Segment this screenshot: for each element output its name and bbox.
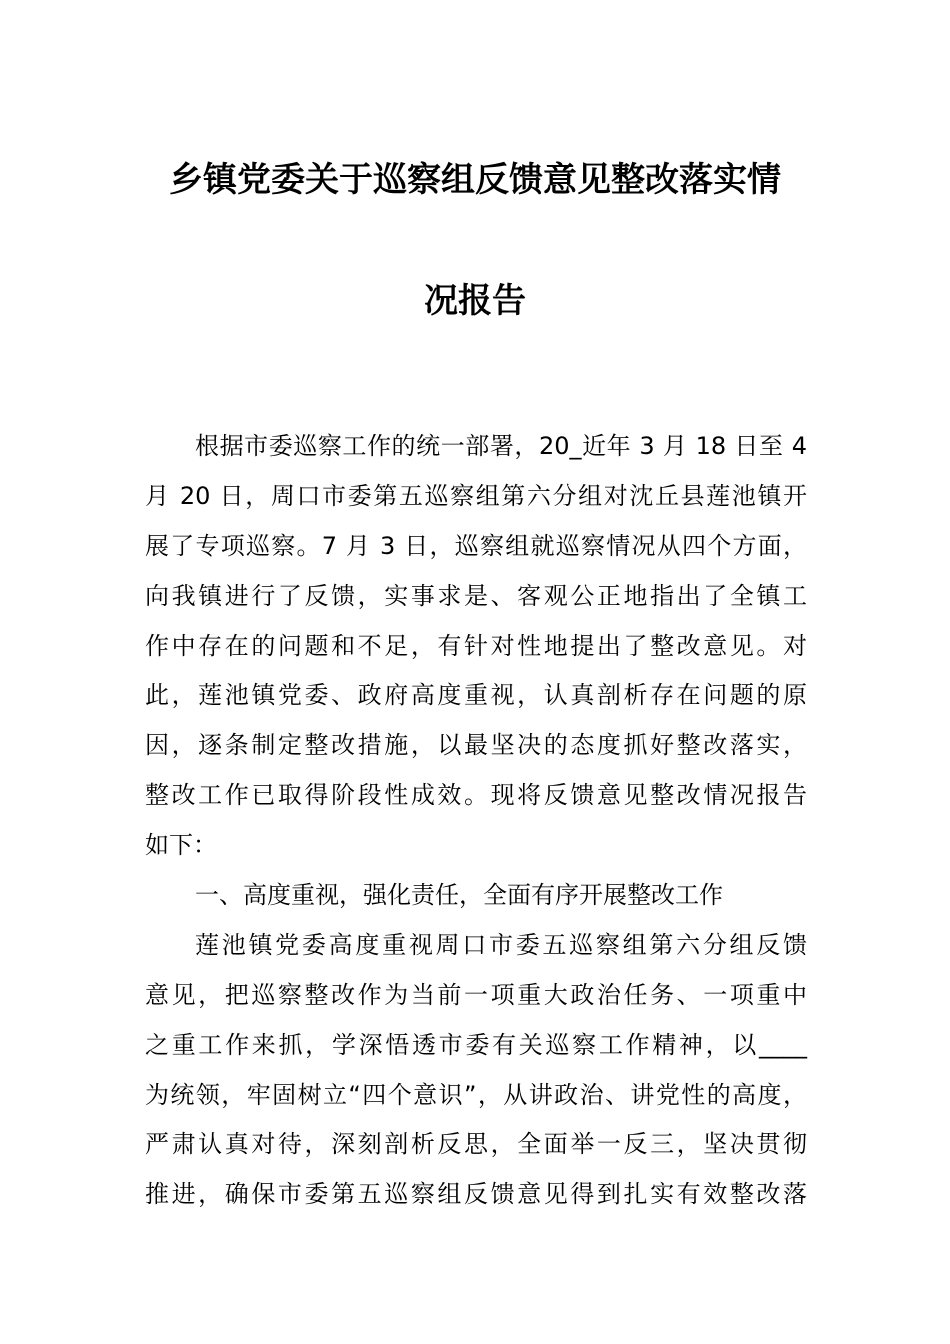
body-line: 如下：	[145, 831, 217, 860]
body-line: 作中存在的问题和不足，有针对性地提出了整改意见。对	[145, 631, 807, 660]
body-line: 向我镇进行了反馈，实事求是、客观公正地指出了全镇工	[145, 581, 807, 610]
body-line: 此，莲池镇党委、政府高度重视，认真剖析存在问题的原	[145, 681, 807, 710]
body-line: 一、高度重视，强化责任，全面有序开展整改工作	[195, 881, 723, 910]
body-line: 根据市委巡察工作的统一部署，20_近年 3 月 18 日至 4	[195, 432, 807, 460]
document-body	[145, 422, 807, 1220]
body-line: 严肃认真对待，深刻剖析反思，全面举一反三，坚决贯彻	[145, 1130, 807, 1159]
document-title-line-2: 况报告	[424, 281, 526, 321]
body-line: 之重工作来抓，学深悟透市委有关巡察工作精神，以____	[145, 1030, 807, 1059]
body-line: 莲池镇党委高度重视周口市委五巡察组第六分组反馈	[195, 930, 807, 959]
body-line: 意见，把巡察整改作为当前一项重大政治任务、一项重中	[145, 980, 807, 1009]
body-line: 整改工作已取得阶段性成效。现将反馈意见整改情况报告	[145, 781, 807, 810]
body-line: 月 20 日，周口市委第五巡察组第六分组对沈丘县莲池镇开	[145, 481, 807, 510]
body-line: 推进，确保市委第五巡察组反馈意见得到扎实有效整改落	[145, 1180, 807, 1209]
body-line: 因，逐条制定整改措施，以最坚决的态度抓好整改落实，	[145, 731, 807, 760]
body-line: 为统领，牢固树立“四个意识”，从讲政治、讲党性的高度，	[145, 1080, 807, 1109]
document-title-line-1: 乡镇党委关于巡察组反馈意见整改落实情	[169, 160, 781, 200]
body-line: 展了专项巡察。7 月 3 日，巡察组就巡察情况从四个方面，	[145, 531, 807, 560]
